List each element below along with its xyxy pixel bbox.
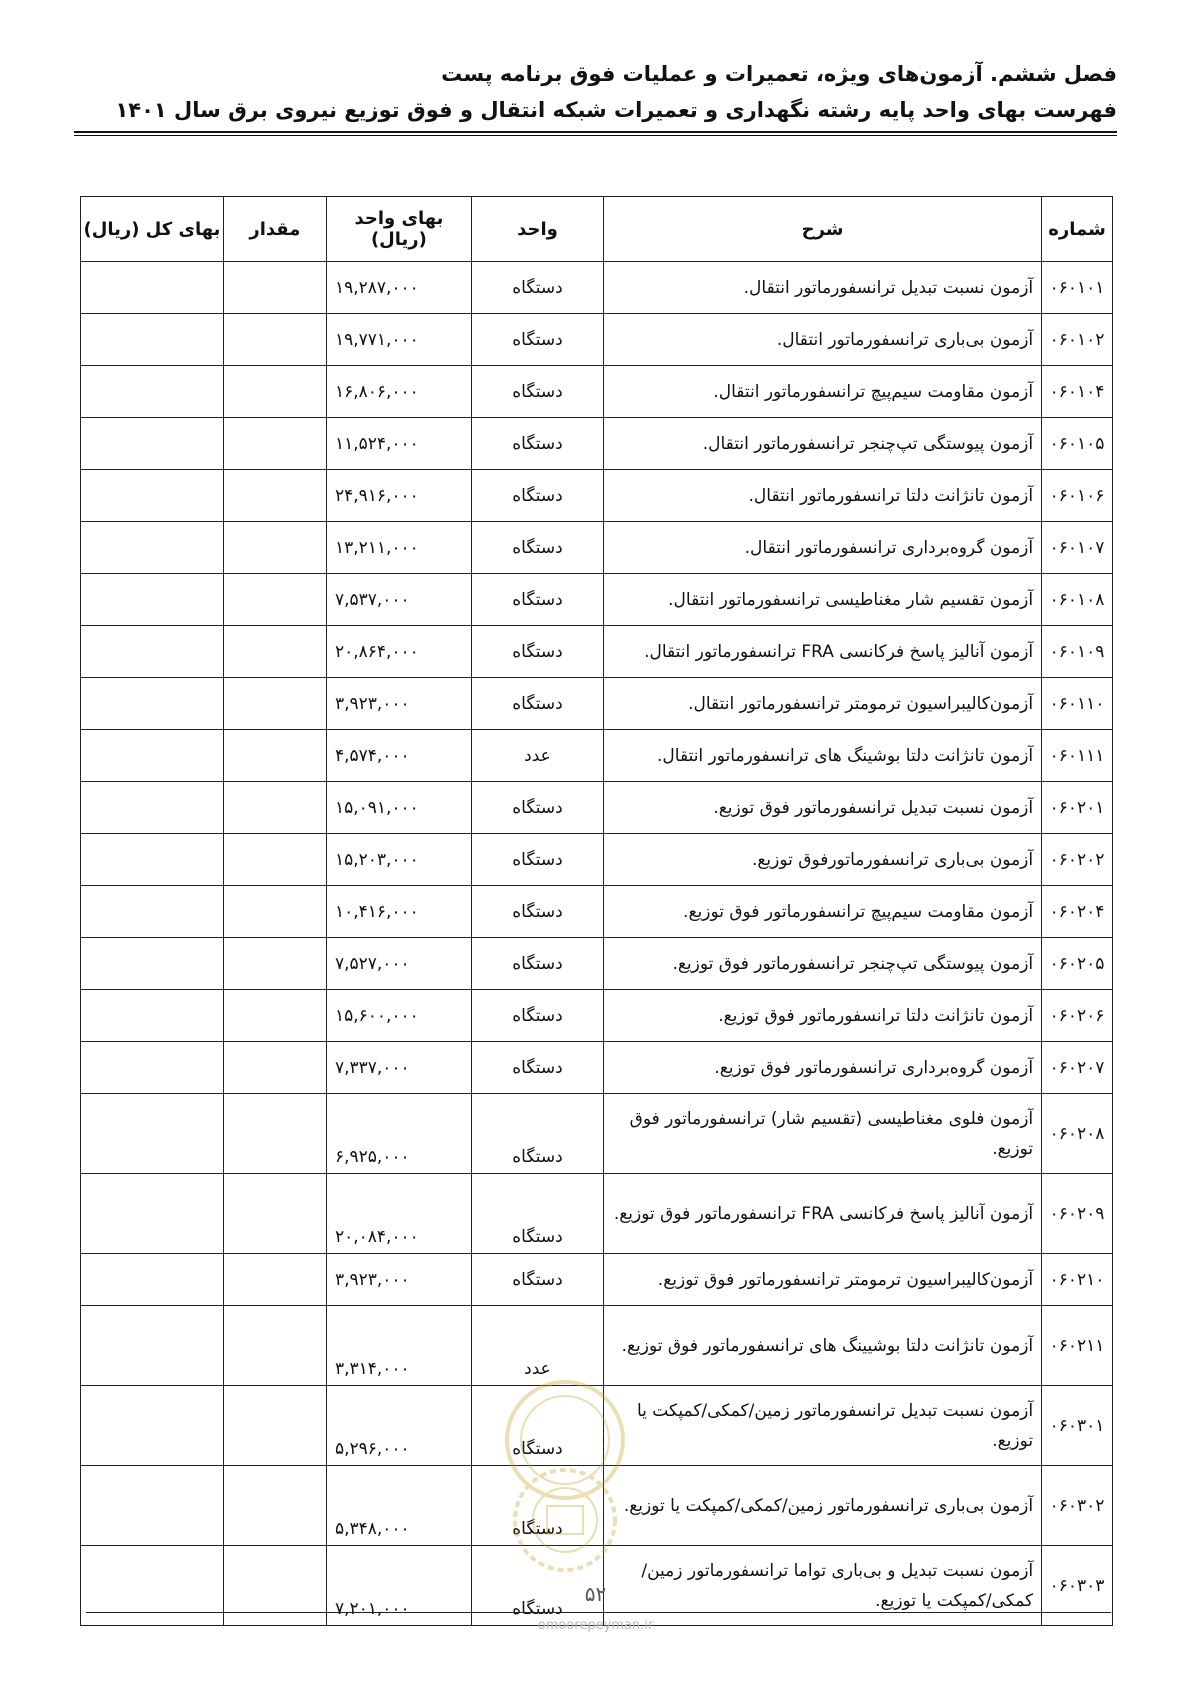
site-watermark: omoorepeyman.ir — [537, 1618, 654, 1633]
document-title: فهرست بهای واحد پایه رشته نگهداری و تعمیرات شبکه انتقال و فوق توزیع نیروی برق سال ۱۴۰۱ — [115, 98, 1117, 122]
item-code: ۰۶۰۳۰۲ — [1042, 1466, 1113, 1546]
item-quantity — [223, 262, 326, 314]
footer-divider — [86, 1612, 1111, 1613]
item-unit-price: ۷,۵۳۷,۰۰۰ — [326, 574, 471, 626]
item-unit-price: ۲۰,۸۶۴,۰۰۰ — [326, 626, 471, 678]
item-unit-price: ۱۶,۸۰۶,۰۰۰ — [326, 366, 471, 418]
item-unit-price: ۱۳,۲۱۱,۰۰۰ — [326, 522, 471, 574]
item-total-price — [81, 574, 224, 626]
table-row — [81, 314, 1113, 366]
item-quantity — [223, 470, 326, 522]
table-row — [81, 834, 1113, 886]
item-unit: دستگاه — [471, 1094, 603, 1174]
item-quantity — [223, 1254, 326, 1306]
item-quantity — [223, 990, 326, 1042]
item-description: آزمون مقاومت سیم‌پیچ ترانسفورماتور انتقال. — [603, 366, 1041, 418]
item-description: آزمون آنالیز پاسخ فرکانسی FRA ترانسفورماتور انتقال. — [603, 626, 1041, 678]
item-unit-price: ۵,۲۹۶,۰۰۰ — [326, 1386, 471, 1466]
item-unit-price: ۱۵,۶۰۰,۰۰۰ — [326, 990, 471, 1042]
page-number: ۵۲ — [584, 1582, 607, 1606]
item-description: آزمون نسبت تبدیل ترانسفورماتور انتقال. — [603, 262, 1041, 314]
item-unit: دستگاه — [471, 834, 603, 886]
item-unit: دستگاه — [471, 1042, 603, 1094]
item-code: ۰۶۰۱۰۲ — [1042, 314, 1113, 366]
item-code: ۰۶۰۲۰۴ — [1042, 886, 1113, 938]
item-quantity — [223, 886, 326, 938]
header-code: شماره — [1042, 197, 1113, 262]
item-description: آزمون مقاومت سیم‌پیچ ترانسفورماتور فوق توزیع. — [603, 886, 1041, 938]
item-unit-price: ۴,۵۷۴,۰۰۰ — [326, 730, 471, 782]
item-code: ۰۶۰۱۰۱ — [1042, 262, 1113, 314]
item-total-price — [81, 1466, 224, 1546]
item-unit: دستگاه — [471, 418, 603, 470]
table-row — [81, 1174, 1113, 1254]
item-code: ۰۶۰۲۱۱ — [1042, 1306, 1113, 1386]
item-unit: دستگاه — [471, 886, 603, 938]
table-row — [81, 782, 1113, 834]
item-total-price — [81, 1306, 224, 1386]
item-unit: دستگاه — [471, 1254, 603, 1306]
item-unit-price: ۱۹,۷۷۱,۰۰۰ — [326, 314, 471, 366]
item-total-price — [81, 730, 224, 782]
item-unit: دستگاه — [471, 470, 603, 522]
header-unit: واحد — [471, 197, 603, 262]
item-unit-price: ۳,۹۲۳,۰۰۰ — [326, 1254, 471, 1306]
item-quantity — [223, 1094, 326, 1174]
item-code: ۰۶۰۲۰۷ — [1042, 1042, 1113, 1094]
item-total-price — [81, 470, 224, 522]
item-unit-price: ۱۵,۰۹۱,۰۰۰ — [326, 782, 471, 834]
table-row — [81, 366, 1113, 418]
item-unit: عدد — [471, 1306, 603, 1386]
item-code: ۰۶۰۲۰۹ — [1042, 1174, 1113, 1254]
item-description: آزمون تانژانت دلتا بوشیینگ های ترانسفورماتور فوق توزیع. — [603, 1306, 1041, 1386]
item-code: ۰۶۰۱۰۹ — [1042, 626, 1113, 678]
table-row — [81, 626, 1113, 678]
item-code: ۰۶۰۲۰۶ — [1042, 990, 1113, 1042]
table-row — [81, 730, 1113, 782]
item-code: ۰۶۰۳۰۳ — [1042, 1546, 1113, 1626]
item-unit: عدد — [471, 730, 603, 782]
item-unit: دستگاه — [471, 262, 603, 314]
item-code: ۰۶۰۲۱۰ — [1042, 1254, 1113, 1306]
item-quantity — [223, 1466, 326, 1546]
table-row — [81, 1094, 1113, 1174]
item-unit: دستگاه — [471, 1466, 603, 1546]
item-total-price — [81, 782, 224, 834]
item-code: ۰۶۰۱۰۴ — [1042, 366, 1113, 418]
item-total-price — [81, 366, 224, 418]
item-code: ۰۶۰۲۰۵ — [1042, 938, 1113, 990]
item-unit-price: ۷,۲۰۱,۰۰۰ — [326, 1546, 471, 1626]
item-unit: دستگاه — [471, 314, 603, 366]
item-quantity — [223, 678, 326, 730]
item-quantity — [223, 1386, 326, 1466]
item-code: ۰۶۰۱۰۸ — [1042, 574, 1113, 626]
item-code: ۰۶۰۲۰۸ — [1042, 1094, 1113, 1174]
item-description: آزمون تانژانت دلتا بوشینگ های ترانسفورماتور انتقال. — [603, 730, 1041, 782]
header-divider — [74, 131, 1117, 133]
item-quantity — [223, 730, 326, 782]
table-row — [81, 1042, 1113, 1094]
item-unit-price: ۲۴,۹۱۶,۰۰۰ — [326, 470, 471, 522]
item-description: آزمون بی‌باری ترانسفورماتور زمین/کمکی/کمپکت یا توزیع. — [603, 1466, 1041, 1546]
item-quantity — [223, 782, 326, 834]
item-unit-price: ۲۰,۰۸۴,۰۰۰ — [326, 1174, 471, 1254]
item-quantity — [223, 1174, 326, 1254]
item-total-price — [81, 522, 224, 574]
table-row — [81, 574, 1113, 626]
page-header — [74, 58, 1117, 128]
item-total-price — [81, 1386, 224, 1466]
item-total-price — [81, 314, 224, 366]
item-code: ۰۶۰۳۰۱ — [1042, 1386, 1113, 1466]
table-row — [81, 938, 1113, 990]
item-description: آزمون نسبت تبدیل ترانسفورماتور زمین/کمکی/کمپکت یا توزیع. — [603, 1386, 1041, 1466]
item-unit-price: ۷,۳۳۷,۰۰۰ — [326, 1042, 471, 1094]
header-total-price: بهای کل (ریال) — [81, 197, 224, 262]
item-total-price — [81, 938, 224, 990]
item-unit-price: ۷,۵۲۷,۰۰۰ — [326, 938, 471, 990]
item-code: ۰۶۰۱۰۵ — [1042, 418, 1113, 470]
item-unit: دستگاه — [471, 1386, 603, 1466]
item-total-price — [81, 1094, 224, 1174]
item-unit-price: ۶,۹۲۵,۰۰۰ — [326, 1094, 471, 1174]
item-total-price — [81, 418, 224, 470]
item-unit: دستگاه — [471, 574, 603, 626]
item-unit-price: ۵,۳۴۸,۰۰۰ — [326, 1466, 471, 1546]
item-total-price — [81, 886, 224, 938]
item-description: آزمون بی‌باری ترانسفورماتور انتقال. — [603, 314, 1041, 366]
item-unit: دستگاه — [471, 678, 603, 730]
header-quantity: مقدار — [223, 197, 326, 262]
item-description: آزمون پیوستگی تپ‌چنجر ترانسفورماتور انتقال. — [603, 418, 1041, 470]
item-total-price — [81, 1174, 224, 1254]
item-total-price — [81, 990, 224, 1042]
table-row — [81, 470, 1113, 522]
table-row — [81, 886, 1113, 938]
item-unit: دستگاه — [471, 782, 603, 834]
item-quantity — [223, 626, 326, 678]
item-total-price — [81, 1254, 224, 1306]
item-quantity — [223, 314, 326, 366]
table-row — [81, 1254, 1113, 1306]
item-description: آزمون تقسیم شار مغناطیسی ترانسفورماتور انتقال. — [603, 574, 1041, 626]
item-quantity — [223, 574, 326, 626]
header-divider-thin — [74, 135, 1117, 136]
item-unit-price: ۳,۳۱۴,۰۰۰ — [326, 1306, 471, 1386]
table-row — [81, 990, 1113, 1042]
item-quantity — [223, 1042, 326, 1094]
item-quantity — [223, 834, 326, 886]
header-unit-price: بهای واحد (ریال) — [326, 197, 471, 262]
chapter-title: فصل ششم. آزمون‌های ویژه، تعمیرات و عملیات فوق برنامه پست — [441, 62, 1117, 86]
item-description: آزمون گروه‌برداری ترانسفورماتور انتقال. — [603, 522, 1041, 574]
item-total-price — [81, 834, 224, 886]
item-code: ۰۶۰۲۰۲ — [1042, 834, 1113, 886]
item-description: آزمون گروه‌برداری ترانسفورماتور فوق توزیع. — [603, 1042, 1041, 1094]
item-unit: دستگاه — [471, 990, 603, 1042]
item-quantity — [223, 522, 326, 574]
item-description: آزمون بی‌باری ترانسفورماتورفوق توزیع. — [603, 834, 1041, 886]
item-unit: دستگاه — [471, 626, 603, 678]
item-unit-price: ۱۹,۲۸۷,۰۰۰ — [326, 262, 471, 314]
item-description: آزمون‌کالیبراسیون ترمومتر ترانسفورماتور انتقال. — [603, 678, 1041, 730]
item-quantity — [223, 938, 326, 990]
item-quantity — [223, 418, 326, 470]
item-code: ۰۶۰۱۱۰ — [1042, 678, 1113, 730]
item-unit: دستگاه — [471, 1174, 603, 1254]
item-unit-price: ۱۵,۲۰۳,۰۰۰ — [326, 834, 471, 886]
table-row — [81, 418, 1113, 470]
item-total-price — [81, 678, 224, 730]
item-description: آزمون پیوستگی تپ‌چنجر ترانسفورماتور فوق توزیع. — [603, 938, 1041, 990]
item-description: آزمون نسبت تبدیل و بی‌باری تواما ترانسفورماتور زمین/کمکی/کمپکت یا توزیع. — [603, 1546, 1041, 1626]
item-description: آزمون تانژانت دلتا ترانسفورماتور انتقال. — [603, 470, 1041, 522]
header-description: شرح — [603, 197, 1041, 262]
item-unit: دستگاه — [471, 938, 603, 990]
item-description: آزمون فلوی مغناطیسی (تقسیم شار) ترانسفورماتور فوق توزیع. — [603, 1094, 1041, 1174]
item-unit-price: ۱۰,۴۱۶,۰۰۰ — [326, 886, 471, 938]
item-description: آزمون نسبت تبدیل ترانسفورماتور فوق توزیع. — [603, 782, 1041, 834]
item-code: ۰۶۰۱۰۶ — [1042, 470, 1113, 522]
item-code: ۰۶۰۱۱۱ — [1042, 730, 1113, 782]
item-unit-price: ۱۱,۵۲۴,۰۰۰ — [326, 418, 471, 470]
item-description: آزمون تانژانت دلتا ترانسفورماتور فوق توزیع. — [603, 990, 1041, 1042]
item-description: آزمون‌کالیبراسیون ترمومتر ترانسفورماتور فوق توزیع. — [603, 1254, 1041, 1306]
item-total-price — [81, 1042, 224, 1094]
item-total-price — [81, 262, 224, 314]
item-code: ۰۶۰۱۰۷ — [1042, 522, 1113, 574]
item-description: آزمون آنالیز پاسخ فرکانسی FRA ترانسفورماتور فوق توزیع. — [603, 1174, 1041, 1254]
item-total-price — [81, 626, 224, 678]
table-row — [81, 262, 1113, 314]
table-row — [81, 522, 1113, 574]
table-row — [81, 678, 1113, 730]
item-code: ۰۶۰۲۰۱ — [1042, 782, 1113, 834]
item-quantity — [223, 366, 326, 418]
item-unit: دستگاه — [471, 522, 603, 574]
item-unit-price: ۳,۹۲۳,۰۰۰ — [326, 678, 471, 730]
item-quantity — [223, 1306, 326, 1386]
item-unit: دستگاه — [471, 1546, 603, 1626]
seal-watermark — [500, 1370, 630, 1590]
table-header-row — [81, 197, 1113, 262]
item-unit: دستگاه — [471, 366, 603, 418]
